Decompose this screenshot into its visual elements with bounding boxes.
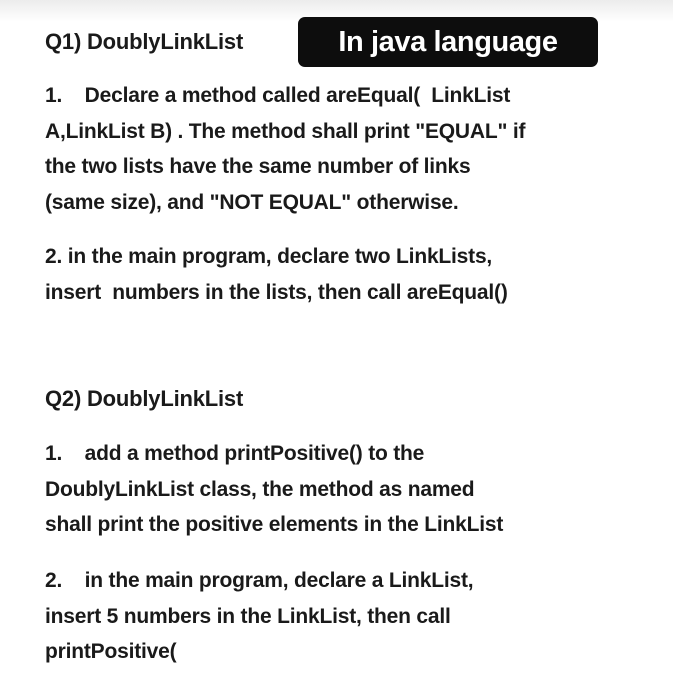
q1-item-1 <box>45 78 645 220</box>
q2-item-2 <box>45 563 645 670</box>
text-line: (same size), and "NOT EQUAL" otherwise. <box>45 190 459 214</box>
q2-heading: Q2) DoublyLinkList <box>45 386 244 411</box>
text-line: insert numbers in the lists, then call areEqual() <box>45 280 508 304</box>
text-line: 2. in the main program, declare two LinkLists, <box>45 245 493 268</box>
text-line: printPositive( <box>45 640 177 663</box>
text-line: 2. in the main program, declare a LinkList, <box>45 569 474 592</box>
text-line: insert 5 numbers in the LinkList, then call <box>45 604 451 628</box>
text-line: shall print the positive elements in the LinkList <box>45 513 504 536</box>
q1-item-2 <box>45 239 645 310</box>
text-line: 1. add a method printPositive() to the <box>45 442 425 465</box>
java-language-badge: In java language <box>298 17 598 67</box>
text-line: A,LinkList B) . The method shall print "EQUAL" if <box>45 119 526 143</box>
q1-heading: Q1) DoublyLinkList <box>45 29 244 54</box>
q2-item-1 <box>45 436 645 543</box>
text-line: the two lists have the same number of links <box>45 155 471 178</box>
text-line: 1. Declare a method called areEqual( LinkList <box>45 84 511 107</box>
text-line: DoublyLinkList class, the method as named <box>45 477 475 501</box>
